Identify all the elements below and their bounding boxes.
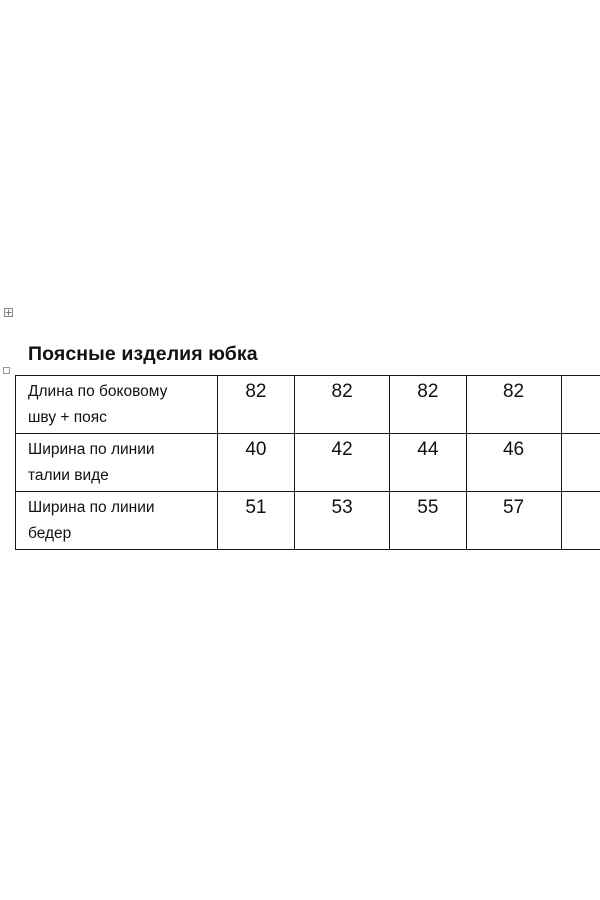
table-move-handle-icon[interactable] xyxy=(4,308,13,317)
row-label-cell xyxy=(16,434,218,492)
move-cross-icon xyxy=(5,309,12,316)
value-cell: 46 xyxy=(466,434,561,492)
page-title: Поясные изделия юбка xyxy=(28,343,258,365)
value-cell-cutoff xyxy=(561,492,600,550)
value-cell: 44 xyxy=(390,434,466,492)
row-label-line: Ширина по линии xyxy=(28,499,155,516)
value-cell: 51 xyxy=(217,492,294,550)
value-cell: 40 xyxy=(217,434,294,492)
value-cell-cutoff xyxy=(561,434,600,492)
value-cell: 42 xyxy=(295,434,390,492)
row-label-line: Ширина по линии xyxy=(28,441,155,458)
value-cell: 82 xyxy=(390,376,466,434)
row-label-cell xyxy=(16,492,218,550)
row-label-line: шву + пояс xyxy=(28,409,107,426)
table-row xyxy=(16,492,600,550)
value-cell-cutoff xyxy=(561,376,600,434)
value-cell: 82 xyxy=(295,376,390,434)
value-cell: 55 xyxy=(390,492,466,550)
table-row xyxy=(16,376,600,434)
value-cell: 57 xyxy=(466,492,561,550)
value-cell: 53 xyxy=(295,492,390,550)
row-label-line: талии виде xyxy=(28,467,109,484)
row-label-line: бедер xyxy=(28,525,72,542)
table-row-marker xyxy=(3,367,10,374)
table-row xyxy=(16,434,600,492)
row-label-cell xyxy=(16,376,218,434)
value-cell: 82 xyxy=(217,376,294,434)
row-label-line: Длина по боковому xyxy=(28,383,168,400)
value-cell: 82 xyxy=(466,376,561,434)
size-table xyxy=(15,375,600,550)
